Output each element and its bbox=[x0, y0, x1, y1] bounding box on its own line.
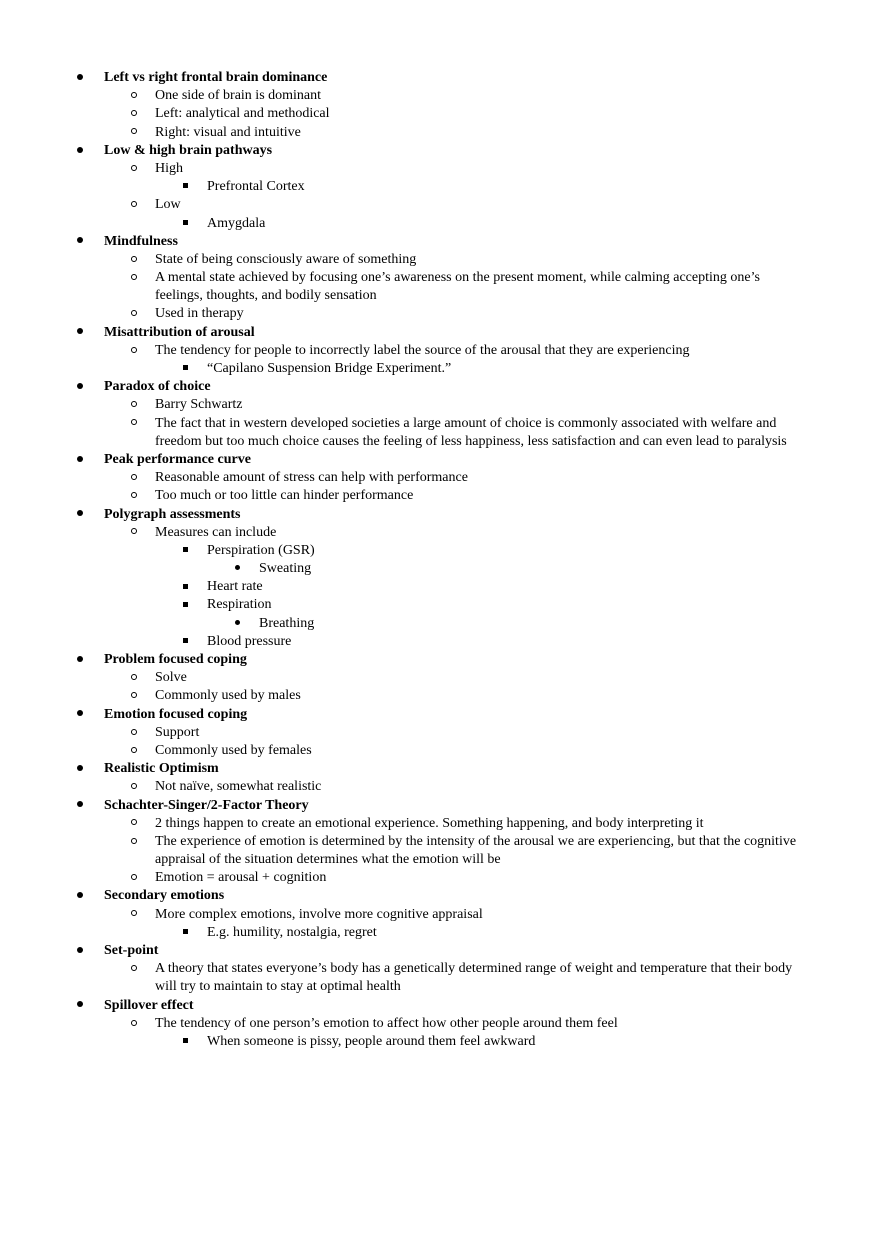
bullet-disc-icon bbox=[73, 506, 87, 524]
bullet-circle-icon bbox=[127, 960, 141, 978]
item-text: A mental state achieved by focusing one’s awareness on the present moment, while calming accepting one’s bbox=[155, 270, 760, 286]
bullet-circle-icon bbox=[127, 724, 141, 742]
list-item bbox=[0, 633, 880, 651]
section-title: Misattribution of arousal bbox=[104, 324, 255, 340]
bullet-circle-icon bbox=[127, 105, 141, 123]
section-title: Emotion focused coping bbox=[104, 706, 248, 722]
bullet-circle-icon-glyph bbox=[131, 528, 137, 534]
list-item bbox=[0, 724, 880, 742]
item-text: Commonly used by females bbox=[155, 742, 312, 758]
bullet-disc-small-icon bbox=[230, 615, 244, 633]
list-item bbox=[0, 778, 880, 796]
item-text: Solve bbox=[155, 670, 187, 686]
bullet-square-icon bbox=[178, 578, 192, 596]
bullet-disc-icon-glyph bbox=[77, 765, 83, 771]
bullet-circle-icon bbox=[127, 469, 141, 487]
bullet-square-icon bbox=[178, 596, 192, 614]
item-text: Barry Schwartz bbox=[155, 397, 243, 413]
bullet-circle-icon-glyph bbox=[131, 783, 137, 789]
item-text: Commonly used by males bbox=[155, 688, 301, 704]
item-text: “Capilano Suspension Bridge Experiment.” bbox=[207, 361, 452, 376]
bullet-circle-icon bbox=[127, 1015, 141, 1033]
item-text: Right: visual and intuitive bbox=[155, 124, 301, 140]
list-item bbox=[0, 1033, 880, 1051]
item-text: freedom but too much choice causes the feeling of less happiness, less satisfaction and can even lead to paralysis bbox=[155, 433, 787, 449]
item-text: State of being consciously aware of something bbox=[155, 251, 417, 267]
bullet-disc-small-icon-glyph bbox=[235, 620, 240, 625]
list-item bbox=[0, 560, 880, 578]
list-item bbox=[0, 596, 880, 614]
item-text: will try to maintain to stay at optimal health bbox=[155, 979, 401, 995]
bullet-disc-icon bbox=[73, 324, 87, 342]
list-item bbox=[0, 978, 880, 996]
bullet-disc-icon-glyph bbox=[77, 383, 83, 389]
item-text: A theory that states everyone’s body has a genetically determined range of weight and temperature that their body bbox=[155, 961, 793, 977]
item-text: When someone is pissy, people around them feel awkward bbox=[207, 1033, 536, 1049]
list-item bbox=[0, 215, 880, 233]
item-text: More complex emotions, involve more cognitive appraisal bbox=[155, 906, 483, 922]
list-item bbox=[0, 615, 880, 633]
bullet-square-icon-glyph bbox=[183, 584, 188, 589]
list-item bbox=[0, 487, 880, 505]
list-item bbox=[0, 833, 880, 851]
bullet-square-icon bbox=[178, 215, 192, 233]
section-title: Problem focused coping bbox=[104, 652, 247, 667]
list-item bbox=[0, 542, 880, 560]
item-text: Support bbox=[155, 724, 200, 740]
bullet-circle-icon bbox=[127, 269, 141, 287]
bullet-square-icon-glyph bbox=[183, 602, 188, 607]
bullet-square-icon bbox=[178, 924, 192, 942]
bullet-circle-icon-glyph bbox=[131, 729, 137, 735]
list-item bbox=[0, 305, 880, 323]
section-heading bbox=[0, 942, 880, 960]
bullet-disc-icon bbox=[73, 760, 87, 778]
section-heading bbox=[0, 233, 880, 251]
bullet-circle-icon bbox=[127, 815, 141, 833]
bullet-disc-icon bbox=[73, 706, 87, 724]
list-item bbox=[0, 124, 880, 142]
list-item bbox=[0, 360, 880, 378]
section-heading bbox=[0, 760, 880, 778]
bullet-circle-icon-glyph bbox=[131, 819, 137, 825]
item-text: Too much or too little can hinder performance bbox=[155, 488, 414, 504]
bullet-disc-small-icon bbox=[230, 560, 244, 578]
bullet-disc-icon bbox=[73, 651, 87, 669]
item-text: Emotion = arousal + cognition bbox=[155, 870, 327, 886]
list-item bbox=[0, 851, 880, 869]
section-heading bbox=[0, 997, 880, 1015]
bullet-disc-icon-glyph bbox=[77, 237, 83, 243]
section-heading bbox=[0, 506, 880, 524]
list-item bbox=[0, 342, 880, 360]
list-item bbox=[0, 1015, 880, 1033]
bullet-circle-icon bbox=[127, 906, 141, 924]
section-heading bbox=[0, 142, 880, 160]
bullet-circle-icon-glyph bbox=[131, 492, 137, 498]
section-title: Spillover effect bbox=[104, 997, 194, 1013]
bullet-square-icon bbox=[178, 178, 192, 196]
section-title: Secondary emotions bbox=[104, 888, 225, 904]
bullet-circle-icon bbox=[127, 833, 141, 851]
bullet-disc-icon bbox=[73, 69, 87, 87]
bullet-circle-icon-glyph bbox=[131, 474, 137, 480]
bullet-disc-icon-glyph bbox=[77, 947, 83, 953]
section-title: Set-point bbox=[104, 943, 159, 958]
section-heading bbox=[0, 451, 880, 469]
bullet-circle-icon bbox=[127, 669, 141, 687]
bullet-circle-icon-glyph bbox=[131, 401, 137, 407]
bullet-circle-icon-glyph bbox=[131, 419, 137, 425]
bullet-square-icon-glyph bbox=[183, 929, 188, 934]
bullet-disc-icon-glyph bbox=[77, 74, 83, 80]
item-text: Low bbox=[155, 197, 181, 213]
bullet-disc-icon-glyph bbox=[77, 1001, 83, 1007]
list-item bbox=[0, 105, 880, 123]
list-item bbox=[0, 251, 880, 269]
bullet-circle-icon-glyph bbox=[131, 910, 137, 916]
bullet-circle-icon bbox=[127, 251, 141, 269]
section-title: Mindfulness bbox=[104, 233, 178, 249]
item-text: The fact that in western developed societies a large amount of choice is commonly associated with welfare and bbox=[155, 415, 777, 431]
bullet-circle-icon-glyph bbox=[131, 310, 137, 316]
bullet-disc-icon-glyph bbox=[77, 147, 83, 153]
bullet-square-icon bbox=[178, 1033, 192, 1051]
item-text: The tendency for people to incorrectly label the source of the arousal that they are experiencing bbox=[155, 342, 690, 358]
list-item bbox=[0, 160, 880, 178]
bullet-circle-icon bbox=[127, 778, 141, 796]
list-item bbox=[0, 524, 880, 542]
bullet-circle-icon bbox=[127, 124, 141, 142]
item-text: appraisal of the situation determines what the emotion will be bbox=[155, 852, 501, 868]
bullet-circle-icon bbox=[127, 487, 141, 505]
bullet-disc-icon-glyph bbox=[77, 710, 83, 716]
bullet-circle-icon bbox=[127, 869, 141, 887]
item-text: Used in therapy bbox=[155, 306, 244, 322]
item-text: E.g. humility, nostalgia, regret bbox=[207, 924, 377, 940]
item-text: Left: analytical and methodical bbox=[155, 106, 330, 122]
bullet-circle-icon-glyph bbox=[131, 110, 137, 116]
section-heading bbox=[0, 887, 880, 905]
list-item bbox=[0, 742, 880, 760]
list-item bbox=[0, 815, 880, 833]
bullet-square-icon bbox=[178, 360, 192, 378]
bullet-circle-icon bbox=[127, 396, 141, 414]
bullet-square-icon-glyph bbox=[183, 1038, 188, 1043]
item-text: One side of brain is dominant bbox=[155, 88, 322, 104]
bullet-square-icon-glyph bbox=[183, 547, 188, 552]
bullet-square-icon-glyph bbox=[183, 638, 188, 643]
list-item bbox=[0, 687, 880, 705]
section-title: Peak performance curve bbox=[104, 451, 251, 467]
bullet-circle-icon-glyph bbox=[131, 256, 137, 262]
bullet-circle-icon-glyph bbox=[131, 692, 137, 698]
bullet-circle-icon-glyph bbox=[131, 274, 137, 280]
item-text: High bbox=[155, 160, 183, 176]
bullet-circle-icon bbox=[127, 342, 141, 360]
bullet-circle-icon bbox=[127, 87, 141, 105]
bullet-disc-icon-glyph bbox=[77, 456, 83, 462]
bullet-circle-icon-glyph bbox=[131, 965, 137, 971]
item-text: Breathing bbox=[259, 615, 315, 631]
bullet-disc-icon bbox=[73, 797, 87, 815]
section-title: Low & high brain pathways bbox=[104, 142, 273, 158]
bullet-circle-icon bbox=[127, 196, 141, 214]
bullet-disc-icon bbox=[73, 233, 87, 251]
notes-document bbox=[0, 69, 880, 1051]
bullet-circle-icon bbox=[127, 524, 141, 542]
list-item bbox=[0, 433, 880, 451]
list-item bbox=[0, 87, 880, 105]
bullet-circle-icon-glyph bbox=[131, 92, 137, 98]
list-item bbox=[0, 578, 880, 596]
bullet-square-icon-glyph bbox=[183, 220, 188, 225]
bullet-disc-icon-glyph bbox=[77, 510, 83, 516]
bullet-square-icon-glyph bbox=[183, 365, 188, 370]
item-text: Measures can include bbox=[155, 524, 277, 540]
bullet-disc-icon bbox=[73, 942, 87, 960]
list-item bbox=[0, 669, 880, 687]
bullet-square-icon bbox=[178, 633, 192, 651]
list-item bbox=[0, 196, 880, 214]
bullet-circle-icon-glyph bbox=[131, 347, 137, 353]
section-title: Left vs right frontal brain dominance bbox=[104, 70, 328, 85]
section-heading bbox=[0, 651, 880, 669]
bullet-disc-icon-glyph bbox=[77, 328, 83, 334]
item-text: Blood pressure bbox=[207, 633, 292, 649]
bullet-circle-icon bbox=[127, 742, 141, 760]
section-title: Paradox of choice bbox=[104, 379, 211, 395]
item-text: Perspiration (GSR) bbox=[207, 542, 315, 558]
bullet-circle-icon-glyph bbox=[131, 874, 137, 880]
bullet-circle-icon-glyph bbox=[131, 838, 137, 844]
bullet-disc-icon bbox=[73, 887, 87, 905]
list-item bbox=[0, 906, 880, 924]
section-title: Realistic Optimism bbox=[104, 761, 219, 777]
item-text: The experience of emotion is determined by the intensity of the arousal we are experiencing, but that the cognitive bbox=[155, 833, 797, 849]
section-title: Polygraph assessments bbox=[104, 506, 241, 522]
bullet-circle-icon-glyph bbox=[131, 674, 137, 680]
bullet-square-icon bbox=[178, 542, 192, 560]
item-text: feelings, thoughts, and bodily sensation bbox=[155, 288, 377, 304]
section-heading bbox=[0, 706, 880, 724]
bullet-disc-icon bbox=[73, 378, 87, 396]
list-item bbox=[0, 178, 880, 196]
bullet-circle-icon-glyph bbox=[131, 201, 137, 207]
item-text: Sweating bbox=[259, 561, 312, 577]
bullet-disc-icon-glyph bbox=[77, 656, 83, 662]
bullet-disc-icon-glyph bbox=[77, 801, 83, 807]
section-heading bbox=[0, 378, 880, 396]
bullet-circle-icon bbox=[127, 160, 141, 178]
item-text: The tendency of one person’s emotion to affect how other people around them feel bbox=[155, 1015, 618, 1031]
item-text: Respiration bbox=[207, 597, 272, 613]
item-text: Amygdala bbox=[207, 215, 266, 231]
section-heading bbox=[0, 69, 880, 87]
section-heading bbox=[0, 797, 880, 815]
section-title: Schachter-Singer/2-Factor Theory bbox=[104, 797, 309, 813]
list-item bbox=[0, 269, 880, 287]
bullet-circle-icon-glyph bbox=[131, 747, 137, 753]
bullet-disc-icon bbox=[73, 451, 87, 469]
item-text: 2 things happen to create an emotional experience. Something happening, and body interpreting it bbox=[155, 815, 704, 831]
list-item bbox=[0, 287, 880, 305]
list-item bbox=[0, 869, 880, 887]
bullet-circle-icon bbox=[127, 305, 141, 323]
bullet-circle-icon bbox=[127, 687, 141, 705]
item-text: Not naïve, somewhat realistic bbox=[155, 779, 322, 795]
bullet-circle-icon-glyph bbox=[131, 128, 137, 134]
list-item bbox=[0, 469, 880, 487]
bullet-disc-icon-glyph bbox=[77, 892, 83, 898]
item-text: Prefrontal Cortex bbox=[207, 179, 305, 195]
bullet-square-icon-glyph bbox=[183, 183, 188, 188]
bullet-circle-icon-glyph bbox=[131, 165, 137, 171]
bullet-disc-icon bbox=[73, 997, 87, 1015]
list-item bbox=[0, 415, 880, 433]
item-text: Heart rate bbox=[207, 579, 263, 595]
bullet-circle-icon-glyph bbox=[131, 1020, 137, 1026]
item-text: Reasonable amount of stress can help with performance bbox=[155, 470, 468, 486]
section-heading bbox=[0, 324, 880, 342]
bullet-disc-small-icon-glyph bbox=[235, 565, 240, 570]
list-item bbox=[0, 960, 880, 978]
list-item bbox=[0, 924, 880, 942]
list-item bbox=[0, 396, 880, 414]
bullet-circle-icon bbox=[127, 415, 141, 433]
bullet-disc-icon bbox=[73, 142, 87, 160]
